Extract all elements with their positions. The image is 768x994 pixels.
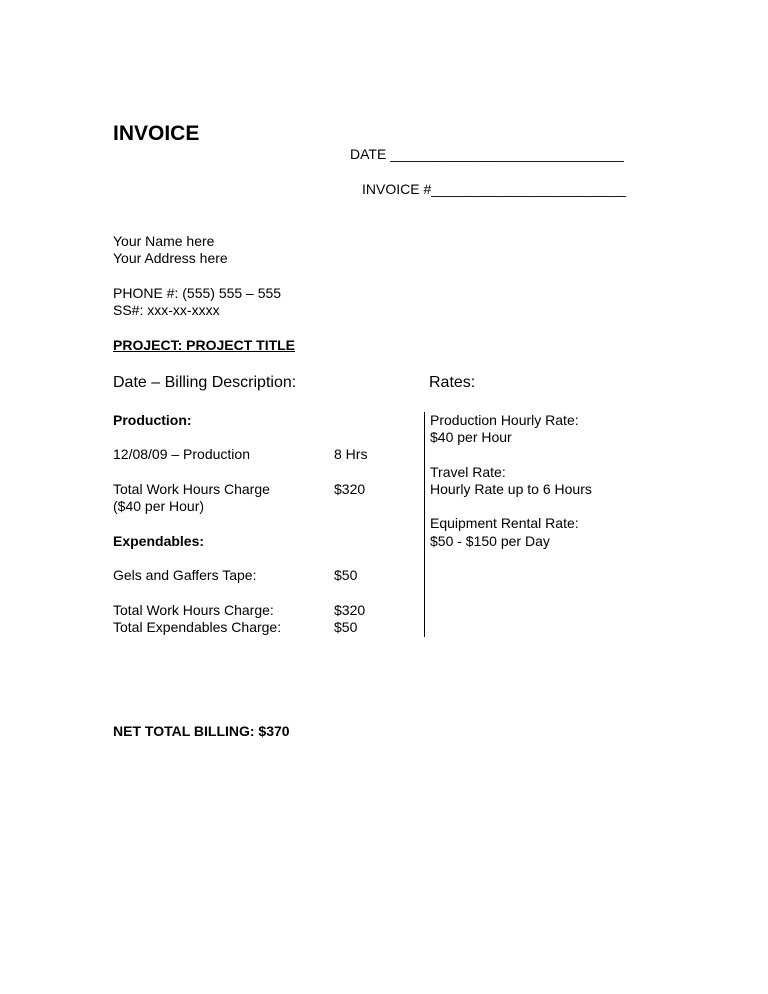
- work-charge-value: $320: [334, 481, 366, 497]
- sender-ss: SS#: xxx-xx-xxxx: [113, 302, 220, 318]
- net-total-billing: NET TOTAL BILLING: $370: [113, 723, 290, 739]
- production-label: Production:: [113, 412, 192, 428]
- invoice-number-field: INVOICE #_________________________: [362, 181, 626, 197]
- project-title: PROJECT: PROJECT TITLE: [113, 337, 296, 353]
- travel-rate-label: Travel Rate:: [430, 464, 506, 480]
- production-hours: 8 Hrs: [334, 446, 368, 462]
- total-expendables-label: Total Expendables Charge:: [113, 619, 282, 635]
- work-charge-rate: ($40 per Hour): [113, 498, 205, 514]
- production-rate-label: Production Hourly Rate:: [430, 412, 579, 428]
- billing-description-heading: Date – Billing Description:: [113, 374, 297, 391]
- total-expendables-value: $50: [334, 619, 358, 635]
- equipment-rate-value: $50 - $150 per Day: [430, 533, 550, 549]
- gels-value: $50: [334, 567, 358, 583]
- production-item: 12/08/09 – Production: [113, 446, 250, 462]
- expendables-label: Expendables:: [113, 533, 205, 549]
- sender-name: Your Name here: [113, 233, 215, 249]
- rates-heading: Rates:: [429, 374, 476, 391]
- production-rate-value: $40 per Hour: [430, 429, 512, 445]
- gels-label: Gels and Gaffers Tape:: [113, 567, 257, 583]
- work-charge-label: Total Work Hours Charge: [113, 481, 270, 497]
- sender-address: Your Address here: [113, 250, 228, 266]
- equipment-rate-label: Equipment Rental Rate:: [430, 515, 579, 531]
- total-work-label: Total Work Hours Charge:: [113, 602, 274, 618]
- date-field: DATE ______________________________: [350, 146, 624, 162]
- column-divider: [424, 412, 425, 637]
- sender-phone: PHONE #: (555) 555 – 555: [113, 285, 282, 301]
- travel-rate-value: Hourly Rate up to 6 Hours: [430, 481, 592, 497]
- total-work-value: $320: [334, 602, 366, 618]
- invoice-title: INVOICE: [113, 122, 200, 145]
